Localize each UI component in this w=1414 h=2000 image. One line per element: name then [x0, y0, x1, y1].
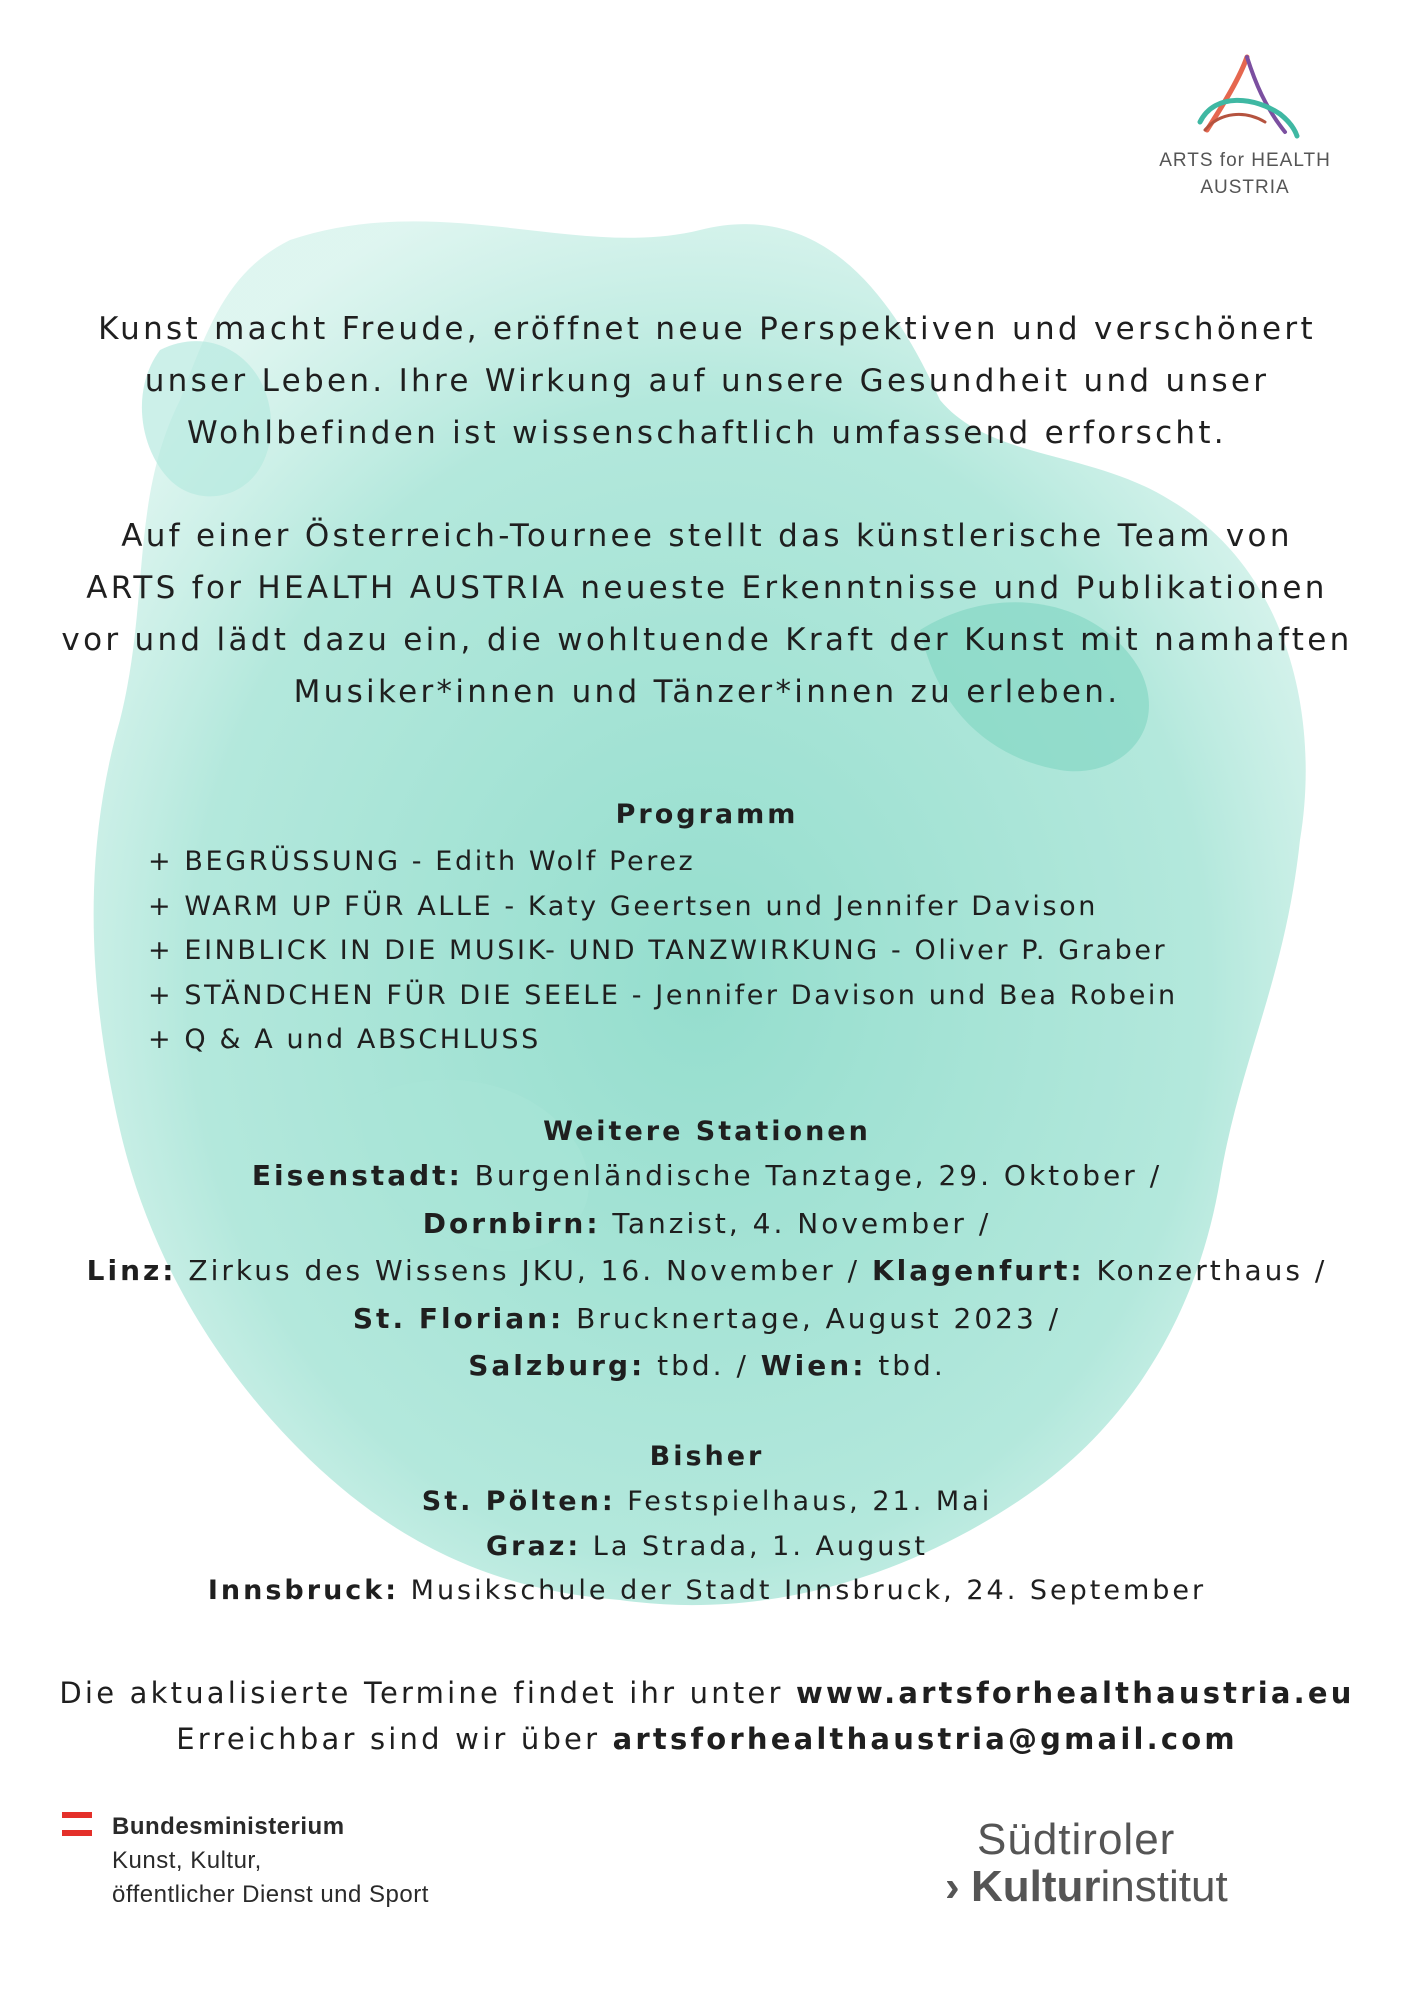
arts-for-health-logo: [1120, 52, 1370, 201]
programm-item: + WARM UP FÜR ALLE - Katy Geertsen und Jennifer Davison: [148, 890, 1099, 922]
intro-p1-line: Kunst macht Freude, eröffnet neue Perspektiven und verschönert: [98, 311, 1316, 347]
sk-line2: [945, 1862, 1228, 1912]
station-city: Salzburg:: [468, 1349, 646, 1382]
station-detail: Musikschule der Stadt Innsbruck, 24. September: [399, 1575, 1207, 1606]
intro-p2-line: vor und lädt dazu ein, die wohltuende Kraft der Kunst mit namhaften: [61, 622, 1353, 658]
contact-footer: [0, 1670, 1414, 1762]
bisher-list: [0, 1480, 1414, 1614]
intro-p2-line: Musiker*innen und Tänzer*innen zu erleben.: [293, 674, 1121, 710]
austria-flag-icon: [62, 1812, 92, 1839]
station-city: St. Florian:: [352, 1301, 565, 1335]
intro-p2-line: Auf einer Österreich-Tournee stellt das künstlerische Team von: [121, 518, 1293, 554]
station-detail: tbd.: [866, 1349, 946, 1382]
website-intro: Die aktualisierte Termine findet ihr unter: [59, 1676, 796, 1710]
station-salzburg-wien: [0, 1342, 1414, 1390]
bisher-heading: Bisher: [649, 1441, 765, 1472]
station-detail: tbd. /: [645, 1349, 761, 1382]
station-city: Eisenstadt:: [251, 1159, 463, 1192]
station-city: Linz:: [86, 1254, 177, 1287]
station-detail: Burgenländische Tanztage, 29. Oktober /: [462, 1159, 1163, 1192]
programm-heading: Programm: [615, 799, 799, 830]
station-detail: Festspielhaus, 21. Mai: [615, 1486, 993, 1517]
programm-item: + STÄNDCHEN FÜR DIE SEELE - Jennifer Davison und Bea Robein: [148, 979, 1178, 1011]
station-dornbirn: [0, 1200, 1414, 1248]
sk-kultur: Kultur: [971, 1862, 1101, 1911]
station-city: Graz:: [485, 1530, 582, 1562]
intro-p2-line: ARTS for HEALTH AUSTRIA neueste Erkenntnisse und Publikationen: [86, 570, 1328, 606]
station-city: St. Pölten:: [421, 1486, 616, 1517]
station-linz-klagenfurt: [0, 1247, 1414, 1295]
station-detail: La Strada, 1. August: [581, 1530, 929, 1562]
website-line: [0, 1670, 1414, 1716]
sk-institut: institut: [1100, 1862, 1228, 1911]
intro-paragraph-2: [40, 510, 1374, 718]
station-detail: Brucknertage, August 2023 /: [564, 1301, 1062, 1335]
station-city: Dornbirn:: [422, 1206, 601, 1240]
suedtiroler-kulturinstitut-logo: [945, 1815, 1228, 1912]
bm-line1: Bundesministerium: [112, 1813, 345, 1840]
bm-line3: öffentlicher Dienst und Sport: [112, 1881, 429, 1908]
sk-line1: Südtiroler: [977, 1815, 1176, 1864]
station-city: Klagenfurt:: [871, 1254, 1085, 1287]
weitere-stationen-list: [0, 1152, 1414, 1390]
weitere-stationen-heading: Weitere Stationen: [543, 1116, 871, 1147]
email-link[interactable]: artsforhealthaustria@gmail.com: [612, 1722, 1238, 1756]
station-st-poelten: [0, 1480, 1414, 1525]
intro-paragraph-1: [40, 303, 1374, 459]
programm-list: [148, 840, 1178, 1063]
programm-item: + Q & A und ABSCHLUSS: [148, 1024, 541, 1055]
station-innsbruck: [0, 1569, 1414, 1614]
intro-p1-line: unser Leben. Ihre Wirkung auf unsere Gesundheit und unser: [144, 363, 1270, 399]
station-city: Innsbruck:: [207, 1575, 400, 1606]
logo-text-line1: ARTS for HEALTH: [1159, 150, 1331, 171]
intro-p1-line: Wohlbefinden ist wissenschaftlich umfassend erforscht.: [187, 415, 1227, 451]
station-city: Wien:: [760, 1349, 867, 1382]
email-intro: Erreichbar sind wir über: [176, 1722, 613, 1756]
station-detail: Zirkus des Wissens JKU, 16. November /: [176, 1254, 872, 1287]
bundesministerium-text: [112, 1810, 429, 1912]
station-detail: Tanzist, 4. November /: [600, 1206, 992, 1240]
chevron-right-icon: ›: [945, 1862, 960, 1911]
station-st-florian: [0, 1295, 1414, 1343]
station-graz: [0, 1525, 1414, 1570]
programm-item: + BEGRÜSSUNG - Edith Wolf Perez: [148, 846, 696, 877]
email-line: [0, 1716, 1414, 1762]
station-detail: Konzerthaus /: [1084, 1254, 1328, 1287]
arts-for-health-emblem-icon: [1185, 52, 1305, 147]
station-eisenstadt: [0, 1152, 1414, 1200]
website-link[interactable]: www.artsforhealthaustria.eu: [795, 1676, 1355, 1710]
bm-line2: Kunst, Kultur,: [112, 1847, 262, 1874]
programm-item: + EINBLICK IN DIE MUSIK- UND TANZWIRKUNG - Oliver P. Graber: [148, 935, 1168, 966]
logo-text-line2: AUSTRIA: [1200, 177, 1290, 198]
